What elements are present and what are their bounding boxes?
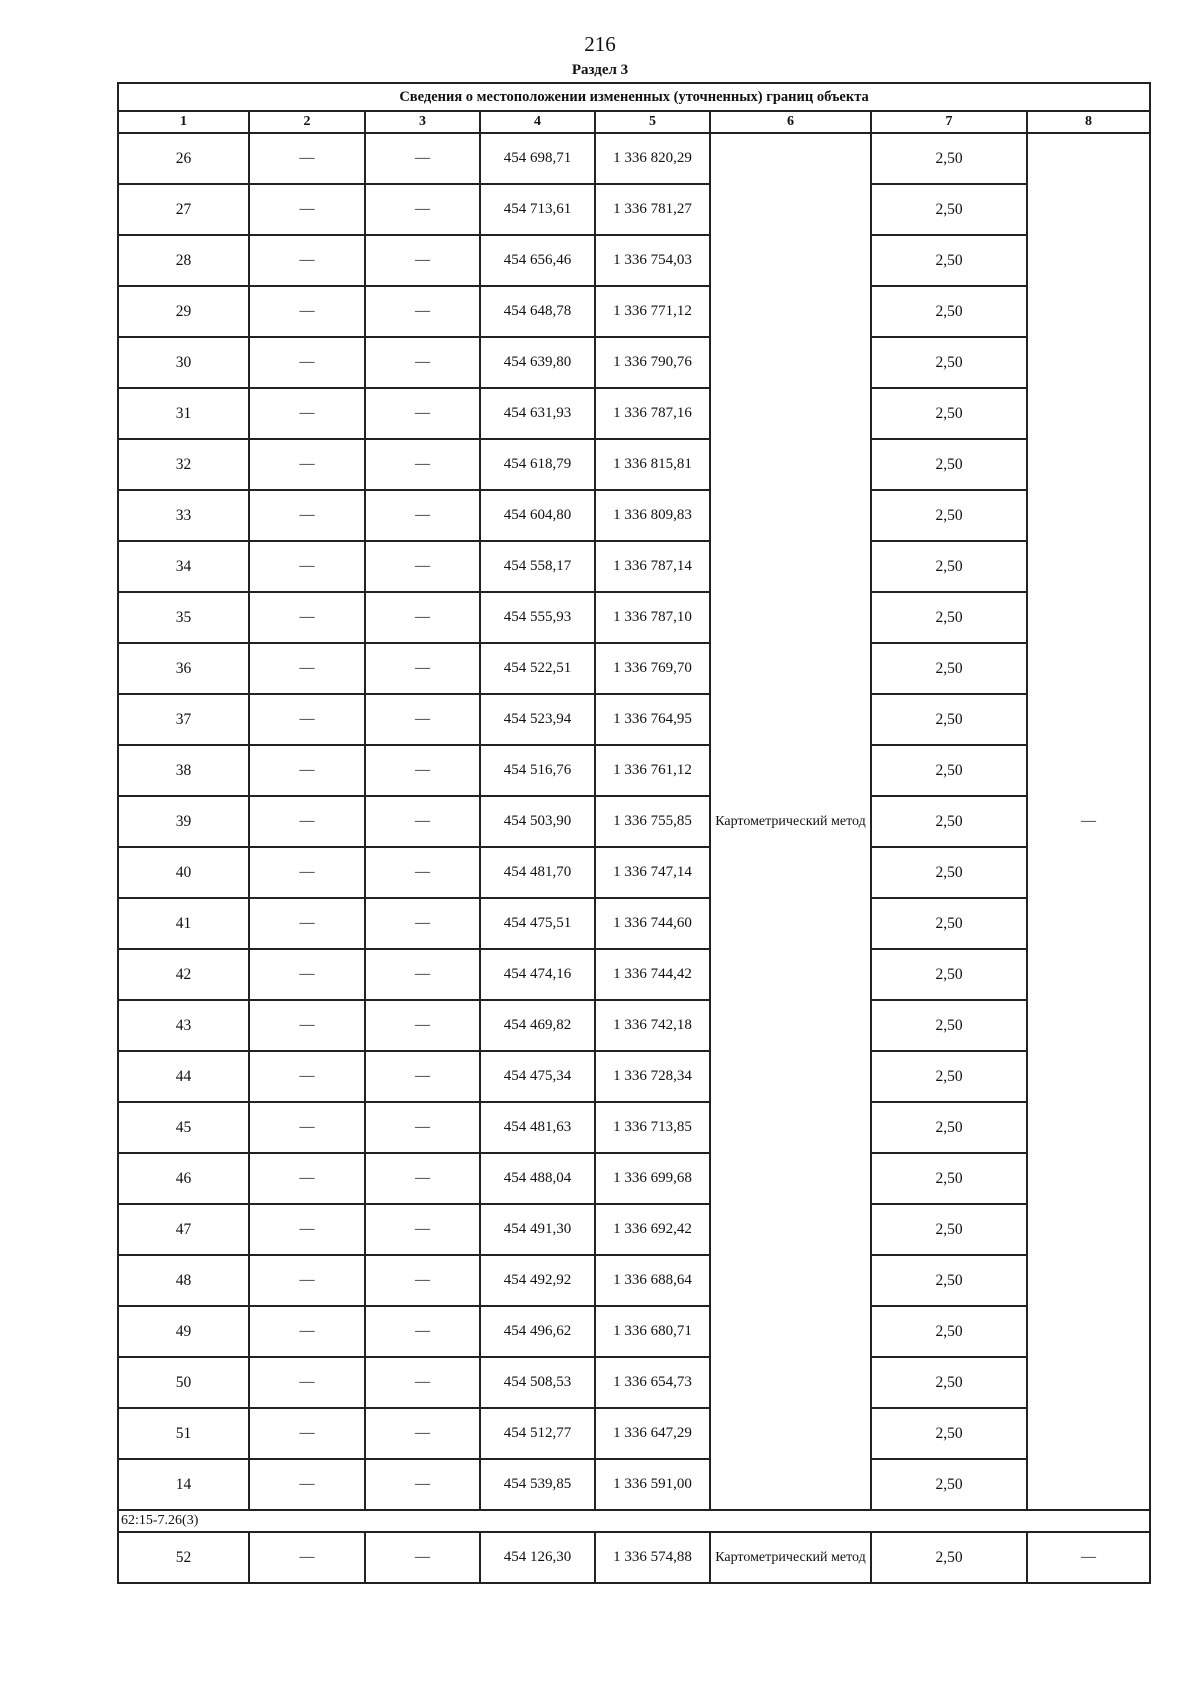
x-coordinate-cell: 454 491,30 [480,1204,595,1255]
column3-cell: — [365,184,480,235]
column2-cell: — [249,694,365,745]
precision-cell: 2,50 [871,1000,1027,1051]
table-row [118,592,1150,643]
y-coordinate-cell: 1 336 744,42 [595,949,710,1000]
precision-cell: 2,50 [871,388,1027,439]
y-coordinate-cell: 1 336 591,00 [595,1459,710,1510]
column2-cell: — [249,949,365,1000]
table-row [118,643,1150,694]
column3-cell: — [365,643,480,694]
point-number-cell: 26 [118,133,249,184]
y-coordinate-cell: 1 336 761,12 [595,745,710,796]
column3-cell: — [365,286,480,337]
column2-cell: — [249,439,365,490]
precision-cell: 2,50 [871,796,1027,847]
table-row [118,1408,1150,1459]
precision-cell: 2,50 [871,1255,1027,1306]
column2-cell: — [249,1459,365,1510]
column3-cell: — [365,694,480,745]
column3-cell: — [365,949,480,1000]
table-row [118,1306,1150,1357]
y-coordinate-cell: 1 336 680,71 [595,1306,710,1357]
column8-cell: — [1027,1532,1150,1583]
y-coordinate-cell: 1 336 647,29 [595,1408,710,1459]
column3-cell: — [365,745,480,796]
y-coordinate-cell: 1 336 820,29 [595,133,710,184]
x-coordinate-cell: 454 475,51 [480,898,595,949]
table-row [118,133,1150,184]
column-number-1: 1 [118,111,249,133]
y-coordinate-cell: 1 336 787,16 [595,388,710,439]
x-coordinate-cell: 454 481,70 [480,847,595,898]
x-coordinate-cell: 454 488,04 [480,1153,595,1204]
column2-cell: — [249,184,365,235]
column3-cell: — [365,235,480,286]
y-coordinate-cell: 1 336 654,73 [595,1357,710,1408]
table-row [118,490,1150,541]
table-row [118,949,1150,1000]
column3-cell: — [365,133,480,184]
column3-cell: — [365,388,480,439]
point-number-cell: 47 [118,1204,249,1255]
table-row [118,286,1150,337]
point-number-cell: 52 [118,1532,249,1583]
precision-cell: 2,50 [871,1532,1027,1583]
y-coordinate-cell: 1 336 815,81 [595,439,710,490]
column2-cell: — [249,1000,365,1051]
x-coordinate-cell: 454 713,61 [480,184,595,235]
column3-cell: — [365,898,480,949]
y-coordinate-cell: 1 336 755,85 [595,796,710,847]
column3-cell: — [365,337,480,388]
x-coordinate-cell: 454 698,71 [480,133,595,184]
column3-cell: — [365,1153,480,1204]
table-row [118,1459,1150,1510]
precision-cell: 2,50 [871,286,1027,337]
point-number-cell: 45 [118,1102,249,1153]
x-coordinate-cell: 454 481,63 [480,1102,595,1153]
x-coordinate-cell: 454 656,46 [480,235,595,286]
column3-cell: — [365,796,480,847]
column3-cell: — [365,847,480,898]
table-row [118,1532,1150,1583]
x-coordinate-cell: 454 469,82 [480,1000,595,1051]
point-number-cell: 28 [118,235,249,286]
precision-cell: 2,50 [871,592,1027,643]
precision-cell: 2,50 [871,847,1027,898]
precision-cell: 2,50 [871,235,1027,286]
x-coordinate-cell: 454 639,80 [480,337,595,388]
point-number-cell: 31 [118,388,249,439]
column3-cell: — [365,1000,480,1051]
y-coordinate-cell: 1 336 781,27 [595,184,710,235]
y-coordinate-cell: 1 336 771,12 [595,286,710,337]
column2-cell: — [249,643,365,694]
column2-cell: — [249,286,365,337]
column3-cell: — [365,1306,480,1357]
column2-cell: — [249,337,365,388]
precision-cell: 2,50 [871,898,1027,949]
column3-cell: — [365,1532,480,1583]
precision-cell: 2,50 [871,694,1027,745]
point-number-cell: 46 [118,1153,249,1204]
column2-cell: — [249,898,365,949]
column3-cell: — [365,1357,480,1408]
point-number-cell: 49 [118,1306,249,1357]
table-row [118,1153,1150,1204]
section-title: Раздел 3 [571,62,629,78]
column-number-row [118,111,1150,133]
point-number-cell: 29 [118,286,249,337]
precision-cell: 2,50 [871,1306,1027,1357]
x-coordinate-cell: 454 474,16 [480,949,595,1000]
column3-cell: — [365,490,480,541]
point-number-cell: 34 [118,541,249,592]
x-coordinate-cell: 454 516,76 [480,745,595,796]
precision-cell: 2,50 [871,949,1027,1000]
point-number-cell: 32 [118,439,249,490]
table-row [118,1255,1150,1306]
x-coordinate-cell: 454 475,34 [480,1051,595,1102]
column2-cell: — [249,847,365,898]
precision-cell: 2,50 [871,1051,1027,1102]
point-number-cell: 50 [118,1357,249,1408]
table-row [118,1102,1150,1153]
precision-cell: 2,50 [871,490,1027,541]
precision-cell: 2,50 [871,1357,1027,1408]
point-number-cell: 33 [118,490,249,541]
column2-cell: — [249,745,365,796]
y-coordinate-cell: 1 336 809,83 [595,490,710,541]
precision-cell: 2,50 [871,439,1027,490]
point-number-cell: 51 [118,1408,249,1459]
method-cell: Картометрический метод [710,133,871,1510]
column2-cell: — [249,490,365,541]
point-number-cell: 30 [118,337,249,388]
table-row [118,694,1150,745]
y-coordinate-cell: 1 336 764,95 [595,694,710,745]
table-row [118,235,1150,286]
precision-cell: 2,50 [871,1153,1027,1204]
column2-cell: — [249,1357,365,1408]
table-row [118,184,1150,235]
table-row [118,847,1150,898]
table-row [118,337,1150,388]
y-coordinate-cell: 1 336 747,14 [595,847,710,898]
column2-cell: — [249,1255,365,1306]
precision-cell: 2,50 [871,541,1027,592]
column2-cell: — [249,133,365,184]
column2-cell: — [249,1153,365,1204]
x-coordinate-cell: 454 539,85 [480,1459,595,1510]
y-coordinate-cell: 1 336 688,64 [595,1255,710,1306]
column2-cell: — [249,541,365,592]
column2-cell: — [249,796,365,847]
table-row [118,1204,1150,1255]
column-number-8: 8 [1027,111,1150,133]
column3-cell: — [365,1255,480,1306]
x-coordinate-cell: 454 508,53 [480,1357,595,1408]
column3-cell: — [365,1051,480,1102]
table-row [118,439,1150,490]
point-number-cell: 44 [118,1051,249,1102]
x-coordinate-cell: 454 523,94 [480,694,595,745]
table-row [118,898,1150,949]
column-number-2: 2 [249,111,365,133]
y-coordinate-cell: 1 336 754,03 [595,235,710,286]
column2-cell: — [249,235,365,286]
column3-cell: — [365,1459,480,1510]
column2-cell: — [249,1532,365,1583]
y-coordinate-cell: 1 336 769,70 [595,643,710,694]
precision-cell: 2,50 [871,745,1027,796]
x-coordinate-cell: 454 558,17 [480,541,595,592]
point-number-cell: 42 [118,949,249,1000]
table-row [118,1000,1150,1051]
x-coordinate-cell: 454 648,78 [480,286,595,337]
column3-cell: — [365,1102,480,1153]
point-number-cell: 41 [118,898,249,949]
table-row [118,541,1150,592]
precision-cell: 2,50 [871,1204,1027,1255]
column2-cell: — [249,1306,365,1357]
page-number: 216 [584,32,616,56]
x-coordinate-cell: 454 522,51 [480,643,595,694]
precision-cell: 2,50 [871,337,1027,388]
method-cell: Картометрический метод [710,1532,871,1583]
column3-cell: — [365,1204,480,1255]
y-coordinate-cell: 1 336 744,60 [595,898,710,949]
y-coordinate-cell: 1 336 787,14 [595,541,710,592]
y-coordinate-cell: 1 336 574,88 [595,1532,710,1583]
point-number-cell: 48 [118,1255,249,1306]
table-caption: Сведения о местоположении измененных (уточненных) границ объекта [118,83,1150,111]
point-number-cell: 14 [118,1459,249,1510]
x-coordinate-cell: 454 604,80 [480,490,595,541]
point-number-cell: 40 [118,847,249,898]
table-row [118,796,1150,847]
table-row [118,1051,1150,1102]
precision-cell: 2,50 [871,133,1027,184]
column3-cell: — [365,439,480,490]
column-number-6: 6 [710,111,871,133]
x-coordinate-cell: 454 618,79 [480,439,595,490]
precision-cell: 2,50 [871,1408,1027,1459]
point-number-cell: 36 [118,643,249,694]
x-coordinate-cell: 454 555,93 [480,592,595,643]
precision-cell: 2,50 [871,1102,1027,1153]
y-coordinate-cell: 1 336 713,85 [595,1102,710,1153]
point-number-cell: 43 [118,1000,249,1051]
point-number-cell: 35 [118,592,249,643]
precision-cell: 2,50 [871,1459,1027,1510]
column3-cell: — [365,1408,480,1459]
x-coordinate-cell: 454 503,90 [480,796,595,847]
column-number-5: 5 [595,111,710,133]
column2-cell: — [249,388,365,439]
x-coordinate-cell: 454 512,77 [480,1408,595,1459]
boundary-coordinates-table [117,82,1151,1584]
precision-cell: 2,50 [871,643,1027,694]
column2-cell: — [249,1204,365,1255]
y-coordinate-cell: 1 336 742,18 [595,1000,710,1051]
column8-cell: — [1027,133,1150,1510]
y-coordinate-cell: 1 336 699,68 [595,1153,710,1204]
precision-cell: 2,50 [871,184,1027,235]
column3-cell: — [365,592,480,643]
column-number-4: 4 [480,111,595,133]
table-row [118,745,1150,796]
column3-cell: — [365,541,480,592]
x-coordinate-cell: 454 496,62 [480,1306,595,1357]
column2-cell: — [249,1102,365,1153]
y-coordinate-cell: 1 336 728,34 [595,1051,710,1102]
point-number-cell: 39 [118,796,249,847]
group-label-row [118,1510,1150,1532]
x-coordinate-cell: 454 126,30 [480,1532,595,1583]
table-row [118,1357,1150,1408]
column-number-7: 7 [871,111,1027,133]
column2-cell: — [249,1051,365,1102]
column2-cell: — [249,592,365,643]
y-coordinate-cell: 1 336 790,76 [595,337,710,388]
x-coordinate-cell: 454 631,93 [480,388,595,439]
point-number-cell: 27 [118,184,249,235]
table-row [118,388,1150,439]
x-coordinate-cell: 454 492,92 [480,1255,595,1306]
y-coordinate-cell: 1 336 787,10 [595,592,710,643]
point-number-cell: 37 [118,694,249,745]
column2-cell: — [249,1408,365,1459]
y-coordinate-cell: 1 336 692,42 [595,1204,710,1255]
point-number-cell: 38 [118,745,249,796]
group-label: 62:15-7.26(3) [118,1510,1150,1532]
column-number-3: 3 [365,111,480,133]
